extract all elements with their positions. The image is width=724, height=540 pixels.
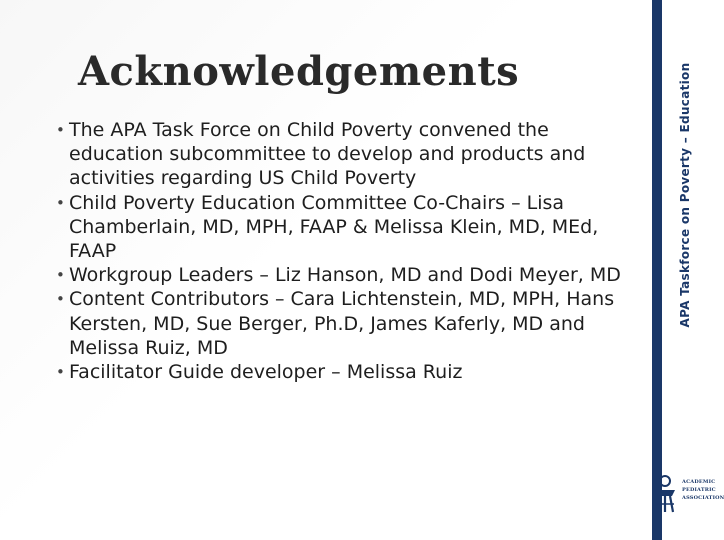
slide-title: Acknowledgements	[78, 48, 520, 95]
bullet-item: • Content Contributors – Cara Lichtenstein, MD, MPH, Hans Kersten, MD, Sue Berger, Ph.D, James Kaferly, MD and Melissa Ruiz, MD	[58, 287, 623, 360]
logo-wordmark	[682, 478, 724, 502]
logo-word: ASSOCIATION	[682, 495, 724, 501]
bullet-item: • Facilitator Guide developer – Melissa Ruiz	[58, 360, 623, 384]
bullet-item: • The APA Task Force on Child Poverty convened the education subcommittee to develop and products and activities regarding US Child Poverty	[58, 118, 623, 191]
apa-logo	[648, 470, 724, 522]
bullet-item: • Workgroup Leaders – Liz Hanson, MD and Dodi Meyer, MD	[58, 263, 623, 287]
bullet-item: • Child Poverty Education Committee Co-Chairs – Lisa Chamberlain, MD, MPH, FAAP & Melissa Klein, MD, MEd, FAAP	[58, 191, 623, 264]
sidebar-vertical-label: APA Taskforce on Poverty – Education	[678, 62, 692, 328]
bullet-list	[58, 118, 623, 384]
apa-logo-icon	[652, 474, 678, 514]
logo-word: PEDIATRIC	[682, 487, 716, 493]
sidebar-label-container	[665, 0, 705, 390]
logo-word: ACADEMIC	[682, 479, 716, 485]
